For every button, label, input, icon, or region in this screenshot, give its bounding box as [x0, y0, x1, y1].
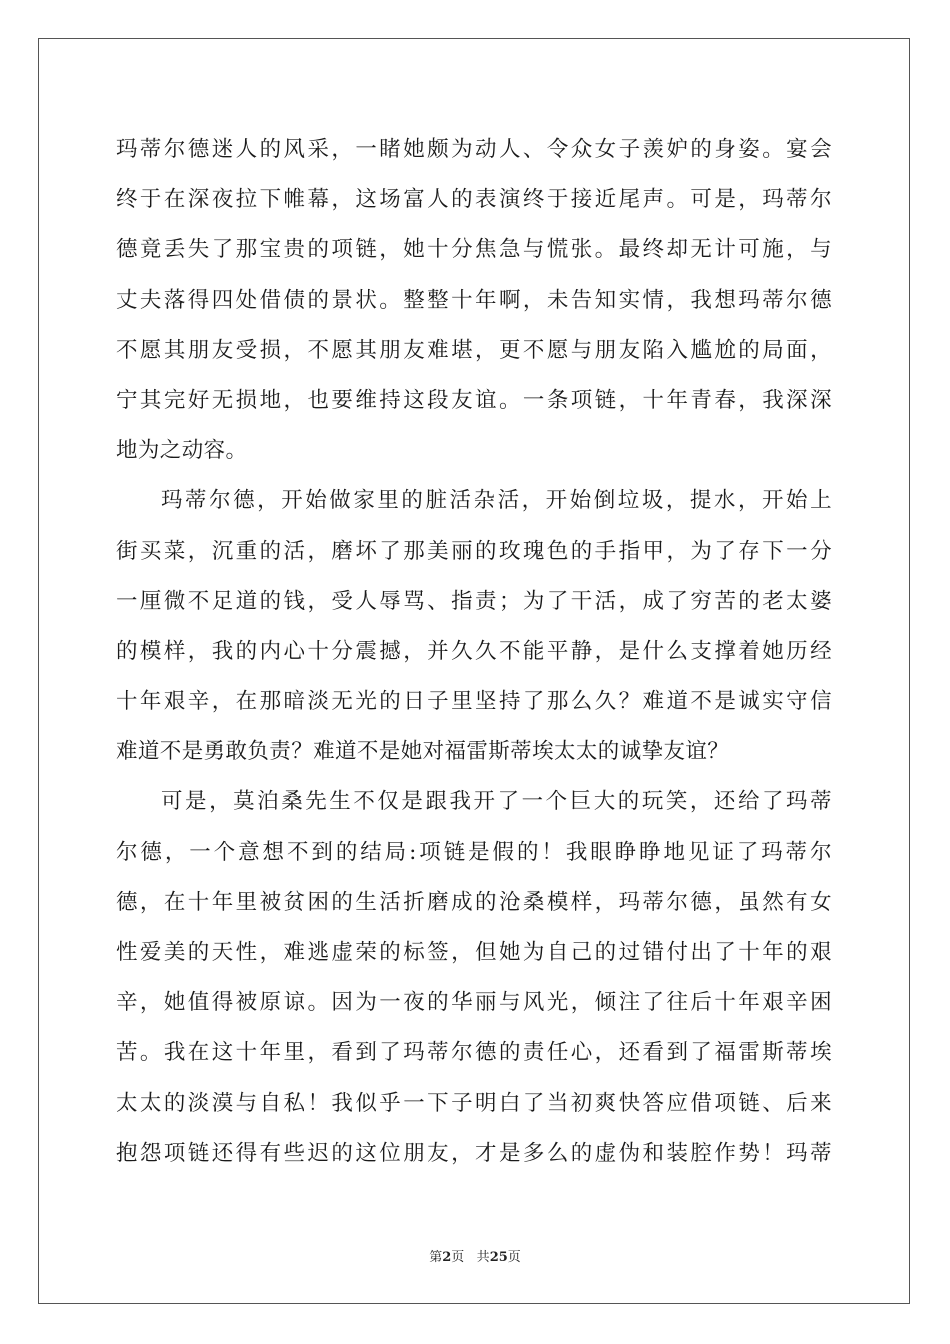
paragraph-1: [116, 125, 832, 476]
text-line: 玛蒂尔德，开始做家里的脏活杂活，开始倒垃圾，提水，开始上: [161, 488, 832, 514]
text-line: 辛，她值得被原谅。因为一夜的华丽与风光，倾注了往后十年艰辛困: [116, 990, 832, 1016]
total-pages: 25: [489, 1250, 508, 1265]
text-line: 地为之动容。: [116, 438, 248, 464]
text-line: 苦。我在这十年里，看到了玛蒂尔德的责任心，还看到了福雷斯蒂埃: [116, 1040, 832, 1066]
paragraph-2: [116, 476, 832, 777]
text-line: 宁其完好无损地，也要维持这段友谊。一条项链，十年青春，我深深: [116, 387, 832, 413]
page-footer: [0, 1246, 950, 1265]
text-line: 抱怨项链还得有些迟的这位朋友，才是多么的虚伪和装腔作势！玛蒂: [116, 1140, 832, 1166]
text-line: 丈夫落得四处借债的景状。整整十年啊，未告知实情，我想玛蒂尔德: [116, 287, 832, 313]
document-body: [116, 125, 832, 1179]
text-line: 的模样，我的内心十分震撼，并久久不能平静，是什么支撑着她历经: [116, 638, 832, 664]
text-line: 一厘微不足道的钱，受人辱骂、指责；为了干活，成了穷苦的老太婆: [116, 588, 832, 614]
page-suffix: 页: [451, 1250, 465, 1265]
paragraph-3: [116, 777, 832, 1179]
text-line: 难道不是勇敢负责？难道不是她对福雷斯蒂埃太太的诚挚友谊？: [116, 739, 730, 765]
text-line: 十年艰辛，在那暗淡无光的日子里坚持了那么久？难道不是诚实守信: [116, 689, 832, 715]
page-number: 2: [442, 1250, 452, 1265]
text-line: 德，在十年里被贫困的生活折磨成的沧桑模样，玛蒂尔德，虽然有女: [116, 889, 832, 915]
text-line: 玛蒂尔德迷人的风采，一睹她颇为动人、令众女子羡妒的身姿。宴会: [116, 137, 832, 162]
text-line: 太太的淡漠与自私！我似乎一下子明白了当初爽快答应借项链、后来: [116, 1090, 832, 1116]
page-prefix: 第: [429, 1250, 443, 1265]
text-line: 德竟丢失了那宝贵的项链，她十分焦急与慌张。最终却无计可施，与: [116, 237, 832, 263]
total-suffix: 页: [507, 1250, 521, 1265]
text-line: 街买菜，沉重的活，磨坏了那美丽的玫瑰色的手指甲，为了存下一分: [116, 538, 832, 564]
text-line: 终于在深夜拉下帷幕，这场富人的表演终于接近尾声。可是，玛蒂尔: [116, 187, 832, 213]
text-line: 性爱美的天性，难逃虚荣的标签，但她为自己的过错付出了十年的艰: [116, 940, 832, 965]
text-line: 尔德，一个意想不到的结局:项链是假的！我眼睁睁地见证了玛蒂尔: [116, 839, 832, 865]
total-prefix: 共: [476, 1250, 490, 1265]
text-line: 不愿其朋友受损，不愿其朋友难堪，更不愿与朋友陷入尴尬的局面，: [116, 337, 832, 363]
text-line: 可是，莫泊桑先生不仅是跟我开了一个巨大的玩笑，还给了玛蒂: [161, 789, 832, 815]
